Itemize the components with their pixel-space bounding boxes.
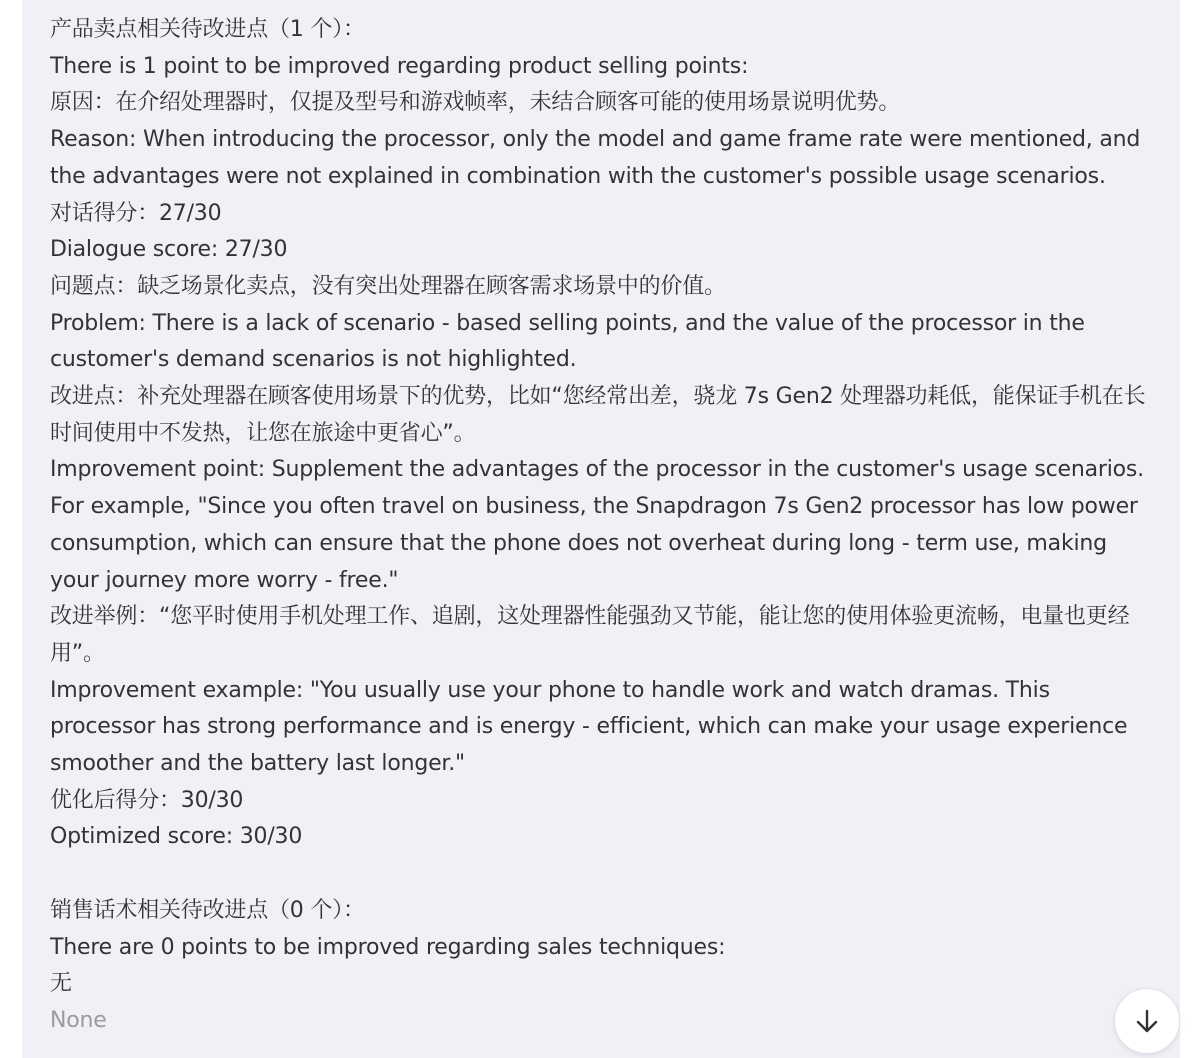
- optimized-score: 优化后得分：30/30: [50, 787, 244, 813]
- optimized-score-en: Optimized score: 30/30: [50, 824, 303, 850]
- section-heading-selling-points-en: There is 1 point to be improved regarding product selling points:: [50, 53, 749, 79]
- none-text-en: None: [50, 1007, 107, 1033]
- problem-text: 问题点：缺乏场景化卖点，没有突出处理器在顾客需求场景中的价值。: [50, 273, 726, 299]
- bottom-fade: [22, 1044, 1180, 1058]
- section-heading-sales-techniques: 销售话术相关待改进点（0 个）：: [50, 897, 365, 923]
- paragraph-gap: [50, 856, 1152, 893]
- improvement-point-text: 改进点：补充处理器在顾客使用场景下的优势，比如“您经常出差，骁龙 7s Gen2 处理器功耗低，能保证手机在长时间使用中不发热，让您在旅途中更省心”。: [50, 384, 1146, 446]
- none-text: 无: [50, 971, 72, 997]
- arrow-down-icon: [1133, 1007, 1161, 1035]
- scroll-to-bottom-button[interactable]: [1114, 988, 1180, 1054]
- improvement-example-text: 改进举例：“您平时使用手机处理工作、追剧，这处理器性能强劲又节能，能让您的使用体验更流畅，电量也更经用”。: [50, 604, 1130, 666]
- section-heading-sales-techniques-en: There are 0 points to be improved regarding sales techniques:: [50, 934, 726, 960]
- dialogue-score-en: Dialogue score: 27/30: [50, 237, 288, 263]
- problem-text-en: Problem: There is a lack of scenario - based selling points, and the value of the processor in the customer's demand scenarios is not highlighted.: [50, 310, 1092, 373]
- assistant-message-bubble: [22, 0, 1180, 1058]
- reason-text-en: Reason: When introducing the processor, only the model and game frame rate were mentioned, and the advantages were not explained in combination with the customer's possible usage scenarios.: [50, 127, 1147, 189]
- improvement-point-text-en: Improvement point: Supplement the advantages of the processor in the customer's usage scenarios. For example, "Since you often travel on business, the Snapdragon 7s Gen2 processor has low power consumption, which can ensure that the phone does not overheat during long - term use, making your journey more worry - free.": [50, 457, 1151, 593]
- message-content: [50, 12, 1152, 1040]
- section-heading-selling-points: 产品卖点相关待改进点（1 个）：: [50, 17, 365, 42]
- reason-text: 原因：在介绍处理器时，仅提及型号和游戏帧率，未结合顾客可能的使用场景说明优势。: [50, 90, 901, 116]
- dialogue-score: 对话得分：27/30: [50, 200, 222, 226]
- improvement-example-text-en: Improvement example: "You usually use your phone to handle work and watch dramas. This processor has strong performance and is energy - efficient, which can make your usage experience smoother and the battery last longer.": [50, 677, 1135, 777]
